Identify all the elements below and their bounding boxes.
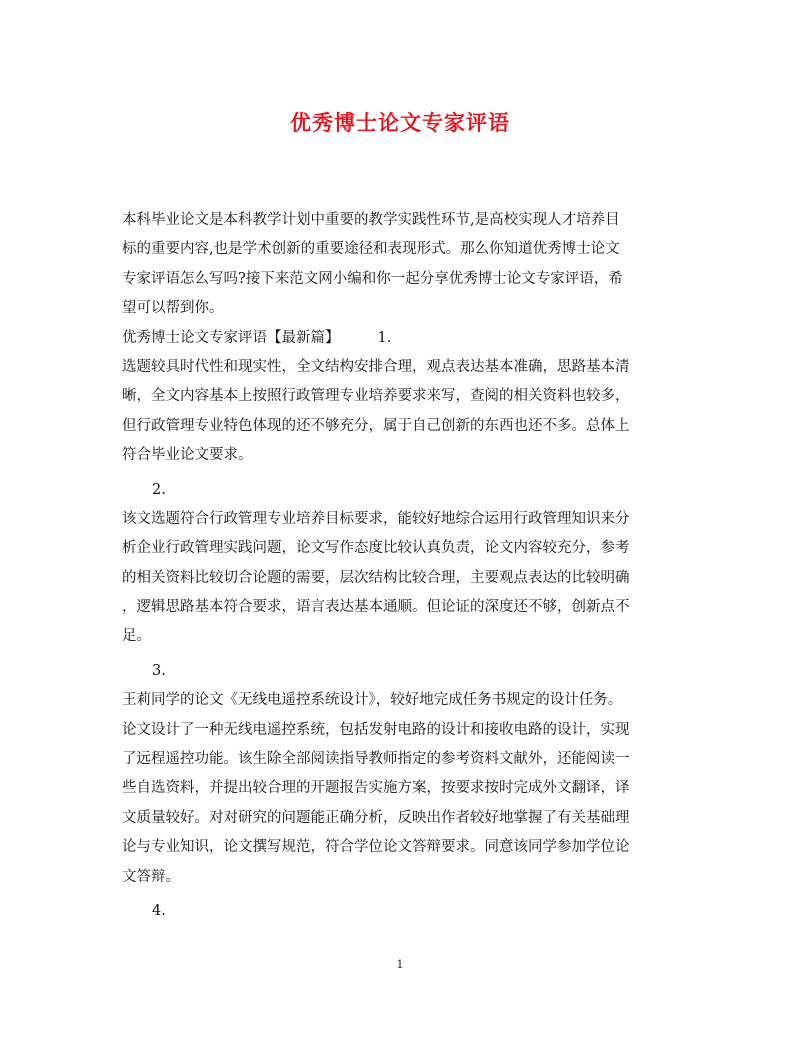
paragraph-line: 文质量较好。对对研究的问题能正确分析，反映出作者较好地掌握了有关基础理: [122, 809, 630, 826]
section-1: [122, 353, 682, 471]
paragraph-line: 论与专业知识，论文撰写规范，符合学位论文答辩要求。同意该同学参加学位论: [122, 839, 630, 856]
section-heading-text: 优秀博士论文专家评语【最新篇】: [122, 329, 340, 346]
paragraph-line: 的相关资料比较切合论题的需要，层次结构比较合理，主要观点表达的比较明确: [122, 569, 630, 586]
paragraph-line: 足。: [122, 628, 151, 645]
paragraph-line: 本科毕业论文是本科教学计划中重要的教学实践性环节,是高校实现人才培养目: [122, 212, 620, 228]
page-number: 1: [396, 958, 404, 971]
section-4: [122, 897, 682, 926]
section-number: 1.: [377, 329, 392, 346]
paragraph-line: 选题较具时代性和现实性，全文结构安排合理，观点表达基本准确，思路基本清: [122, 358, 630, 375]
paragraph-line: 该文选题符合行政管理专业培养目标要求，能较好地综合运用行政管理知识来分: [122, 510, 630, 527]
paragraph-line: ，逻辑思路基本符合要求，语言表达基本通顺。但论证的深度还不够，创新点不: [122, 599, 630, 616]
section-3: [122, 657, 682, 892]
paragraph-line: 标的重要内容,也是学术创新的重要途径和表现形式。那么你知道优秀博士论文: [122, 241, 620, 258]
section-2: [122, 476, 682, 652]
section-number: 3.: [152, 662, 166, 679]
paragraph-line: 晰，全文内容基本上按照行政管理专业培养要求来写，查阅的相关资料也较多，: [122, 388, 630, 405]
section-number: 2.: [152, 481, 166, 498]
paragraph-line: 些自选资料，并提出较合理的开题报告实施方案，按要求按时完成外文翻译，译: [122, 780, 630, 797]
paragraph-line: 望可以帮到你。: [122, 300, 224, 317]
section-heading: [122, 324, 682, 353]
paragraph-line: 了远程遥控功能。该生除全部阅读指导教师指定的参考资料文献外，还能阅读一: [122, 751, 630, 768]
document-body: [122, 206, 682, 926]
paragraph-line: 专家评语怎么写吗?接下来范文网小编和你一起分享优秀博士论文专家评语，希: [122, 270, 623, 287]
paragraph-line: 但行政管理专业特色体现的还不够充分，属于自己创新的东西也还不多。总体上: [122, 417, 630, 434]
paragraph-line: 论文设计了一种无线电遥控系统，包括发射电路的设计和接收电路的设计，实现: [122, 721, 630, 738]
paragraph-line: 王莉同学的论文《无线电遥控系统设计》，较好地完成任务书规定的设计任务。: [122, 692, 623, 709]
intro-paragraph: [122, 206, 682, 324]
section-number: 4.: [152, 902, 166, 919]
paragraph-line: 符合毕业论文要求。: [122, 447, 253, 464]
paragraph-line: 析企业行政管理实践问题，论文写作态度比较认真负责，论文内容较充分，参考: [122, 540, 630, 557]
document-title: 优秀博士论文专家评语: [290, 110, 510, 135]
paragraph-line: 文答辩。: [122, 868, 180, 885]
